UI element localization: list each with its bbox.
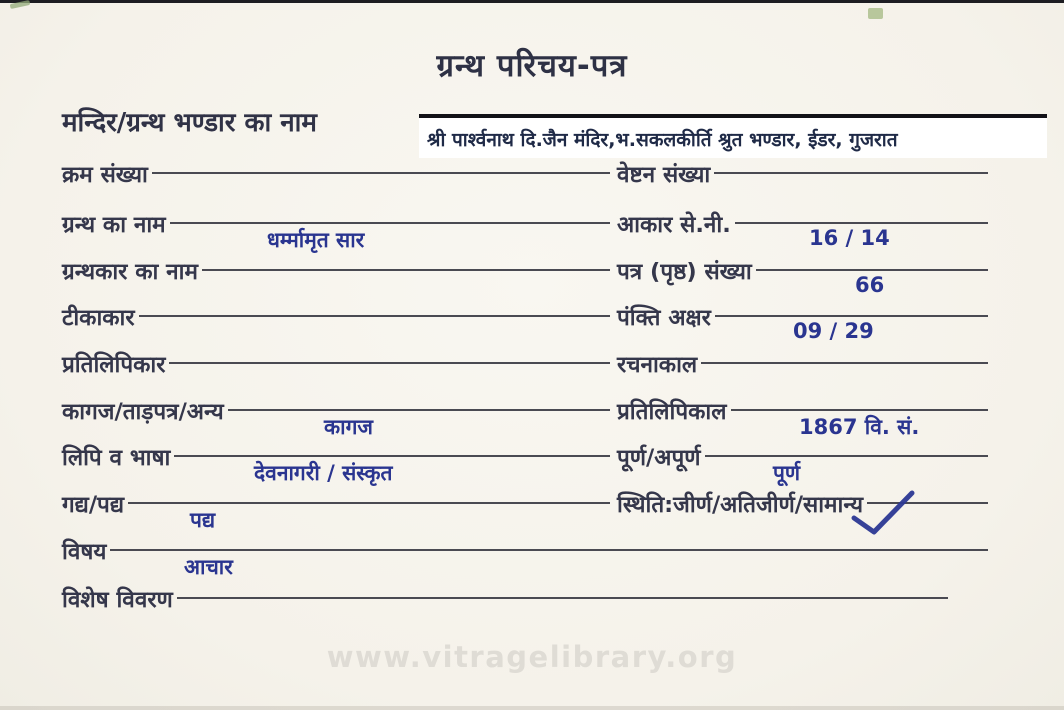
field-label: लिपि व भाषा bbox=[62, 445, 171, 471]
field-label: रचनाकाल bbox=[617, 352, 698, 378]
field-author-name bbox=[62, 259, 610, 286]
field-label: ग्रन्थ का नाम bbox=[62, 212, 166, 238]
fill-line bbox=[731, 409, 988, 411]
fill-line bbox=[152, 172, 610, 174]
field-label: पत्र (पृष्ठ) संख्या bbox=[617, 259, 752, 285]
field-material bbox=[62, 399, 610, 439]
library-watermark: www.vitragelibrary.org bbox=[326, 640, 738, 674]
field-label: प्रतिलिपिकार bbox=[62, 352, 166, 378]
fill-line bbox=[177, 597, 948, 599]
scan-bottom-edge bbox=[0, 706, 1064, 710]
field-value: देवनागरी / संस्कृत bbox=[254, 461, 393, 485]
field-label: पूर्ण/अपूर्ण bbox=[617, 445, 701, 471]
field-prose-verse bbox=[62, 492, 610, 532]
field-label: विशेष विवरण bbox=[62, 587, 173, 613]
fill-line bbox=[128, 502, 610, 504]
field-label: प्रतिलिपिकाल bbox=[617, 399, 727, 425]
fill-line bbox=[170, 222, 610, 224]
field-label: क्रम संख्या bbox=[62, 162, 148, 188]
field-scribe bbox=[62, 352, 610, 379]
field-value: 16 / 14 bbox=[809, 226, 890, 250]
scan-top-edge bbox=[0, 0, 1064, 3]
bhandar-name-label: मन्दिर/ग्रन्थ भण्डार का नाम bbox=[62, 108, 317, 138]
fill-line bbox=[701, 362, 988, 364]
field-special-details bbox=[62, 587, 948, 614]
fill-line bbox=[705, 455, 988, 457]
fill-line bbox=[715, 315, 988, 317]
field-leaf-count bbox=[617, 259, 988, 297]
field-value: धर्म्मामृत सार bbox=[267, 228, 365, 252]
field-label: गद्य/पद्य bbox=[62, 492, 125, 518]
fill-line bbox=[174, 455, 610, 457]
field-label: स्थिति:जीर्ण/अतिजीर्ण/सामान्य bbox=[617, 492, 864, 518]
field-value: 09 / 29 bbox=[793, 319, 874, 343]
fill-line bbox=[169, 362, 610, 364]
field-condition bbox=[617, 492, 988, 519]
field-value: 1867 वि. सं. bbox=[799, 415, 920, 439]
field-granth-name bbox=[62, 212, 610, 252]
fill-line bbox=[735, 222, 988, 224]
field-value: पूर्ण bbox=[773, 461, 801, 485]
page-title: ग्रन्थ परिचय-पत्र bbox=[436, 48, 628, 84]
field-label: वेष्टन संख्या bbox=[617, 162, 711, 188]
field-composition-date bbox=[617, 352, 988, 379]
field-label: आकार से.नी. bbox=[617, 212, 731, 238]
fill-line bbox=[202, 269, 610, 271]
fill-line bbox=[110, 549, 988, 551]
fill-line bbox=[756, 269, 988, 271]
field-lines-letters bbox=[617, 305, 988, 343]
fill-line bbox=[714, 172, 988, 174]
field-copy-date bbox=[617, 399, 988, 439]
fill-line bbox=[139, 315, 610, 317]
field-serial-number bbox=[62, 162, 610, 189]
fill-line bbox=[228, 409, 610, 411]
field-label: टीकाकार bbox=[62, 305, 135, 331]
field-value: आचार bbox=[184, 555, 233, 579]
field-size-cm bbox=[617, 212, 988, 250]
field-value: पद्य bbox=[190, 508, 216, 532]
field-label: कागज/ताड़पत्र/अन्य bbox=[62, 399, 224, 425]
condition-checkmark-icon bbox=[846, 486, 920, 538]
field-commentator bbox=[62, 305, 610, 332]
field-label: ग्रन्थकार का नाम bbox=[62, 259, 198, 285]
field-value: कागज bbox=[324, 415, 373, 439]
field-complete-incomplete bbox=[617, 445, 988, 485]
field-label: विषय bbox=[62, 539, 107, 565]
field-bundle-number bbox=[617, 162, 988, 189]
bhandar-name-value-box bbox=[419, 114, 1047, 158]
field-value: 66 bbox=[855, 273, 885, 297]
field-subject bbox=[62, 539, 988, 579]
field-label: पंक्ति अक्षर bbox=[617, 305, 711, 331]
bhandar-name-value: श्री पार्श्वनाथ दि.जैन मंदिर,भ.सकलकीर्ति श्रुत भण्डार, ईडर, गुजरात bbox=[427, 129, 898, 151]
field-script-language bbox=[62, 445, 610, 485]
scan-artifact-topright bbox=[868, 8, 883, 19]
